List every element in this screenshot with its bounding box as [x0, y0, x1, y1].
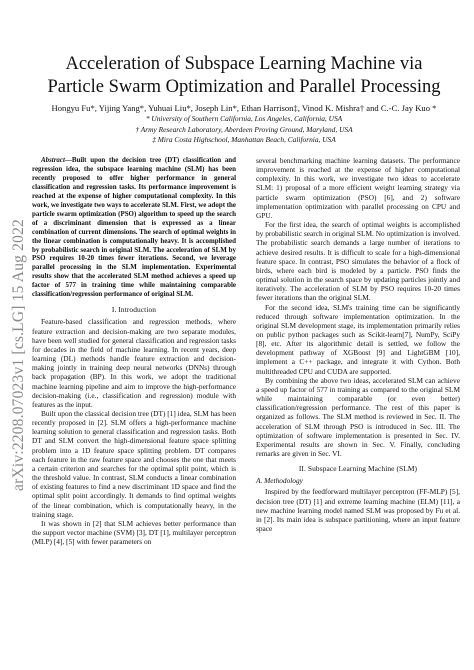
- affiliations: [34, 114, 454, 146]
- paper-title: [34, 53, 454, 99]
- body-paragraph: By combining the above two ideas, accelerated SLM can achieve a speed up factor of 577 in training as compared to the original SLM while maintaining comparable (or even better) classification/regression performance. The rest of this paper is organized as follows. The SLM method is reviewed in Sec. II. The acceleration of SLM through PSO is introduced in Sec. III. The optimization of software implementation is presented in Sec. IV. Experimental results are shown in Sec. V. Finally, concluding remarks are given in Sec. VI.: [256, 375, 460, 458]
- arxiv-identifier: arXiv:2208.07023v1 [cs.LG] 15 Aug 2022: [10, 219, 27, 491]
- body-paragraph: Feature-based classification and regression methods, where feature extraction and decision-making are two separate modules, have been well studied for general classification and regression tasks for decades in the field of machine learning. In recent years, deep learning (DL) methods handle feature extraction and decision-making jointly in training deep neural networks (DNNs) through back propagation (BP). In this work, we adopt the traditional machine learning pipeline and aim to improve the high-performance decision-making (i.e., classification and regression) module with features as the input.: [32, 317, 236, 409]
- body-paragraph: For the second idea, SLM's training time can be significantly reduced through software implementation optimization. In the original SLM development stage, its implementation primarily relies on public python packages such as Scikit-learn[7], NumPy, SciPy [8], etc. After its algorithmic detail is settled, we follow the development pathway of XGBoost [9] and LightGBM [10], implement a C++ package, and integrate it with Cython. Both multithreaded CPU and CUDA are supported.: [256, 302, 460, 376]
- affiliation: † Army Research Laboratory, Aberdeen Proving Ground, Maryland, USA: [135, 124, 353, 134]
- subsection-heading-methodology: A. Methodology: [256, 476, 303, 486]
- title-line: Acceleration of Subspace Learning Machine via: [65, 54, 423, 74]
- section-heading-introduction: I. Introduction: [111, 305, 157, 315]
- abstract: [32, 156, 236, 299]
- left-column: [32, 156, 236, 546]
- abstract-text: —Built upon the decision tree (DT) classification and regression idea, the subspace learning machine (SLM) has been recently proposed to offer higher performance in general classification and regression tasks. Its performance improvement is reached at the expense of higher computational complexity. In this work, we investigate two ways to accelerate SLM. First, we adopt the particle swarm optimization (PSO) algorithm to speed up the search of a discriminant dimension that is expressed as a linear combination of current dimensions. The search of optimal weights in the linear combination is computationally heavy. It is accomplished by probabilistic search in original SLM. The acceleration of SLM by PSO requires 10-20 times fewer iterations. Second, we leverage parallel processing in the SLM implementation. Experimental results show that the accelerated SLM method achieves a speed up factor of 577 in training time while maintaining comparable classification/regression performance of original SLM.: [32, 156, 236, 299]
- body-paragraph: several benchmarking machine learning datasets. The performance improvement is reached at the expense of higher computational complexity. In this work, we investigate two ideas to accelerate SLM: 1) proposal of a more efficient weight learning strategy via particle swarm optimization (PSO) [6], and 2) software implementation optimization with parallel processing on CPU and GPU.: [256, 156, 460, 220]
- affiliation: ‡ Mira Costa Highschool, Manhattan Beach, California, USA: [152, 135, 336, 144]
- body-paragraph: Inspired by the feedforward multilayer perceptron (FF-MLP) [5], decision tree (DT) [1] and extreme learning machine (ELM) [11], a new machine learning model named SLM was proposed by Fu et al. in [2]. Its main idea is subspace partitioning, where an input feature space: [256, 487, 460, 534]
- affiliation: * University of Southern California, Los Angeles, California, USA: [145, 114, 343, 123]
- section-heading-slm: II. Subspace Learning Machine (SLM): [298, 464, 418, 474]
- right-column: [256, 156, 460, 533]
- author-list: Hongyu Fu*, Yijing Yang*, Yuhuai Liu*, Joseph Lin*, Ethan Harrison‡, Vinod K. Mishra† and C.-C. Jay Kuo *: [51, 103, 437, 113]
- body-paragraph: It was shown in [2] that SLM achieves better performance than the support vector machine (SVM) [3], DT [1], multilayer perceptron (MLP) [4], [5] with fewer parameters on: [32, 518, 236, 547]
- title-line: Particle Swarm Optimization and Parallel Processing: [47, 77, 441, 97]
- body-paragraph: Built upon the classical decision tree (DT) [1] idea, SLM has been recently proposed in [2]. SLM offers a high-performance machine learning solution to general classification and regression tasks. Both DT and SLM convert the high-dimensional feature space splitting problem into a 1D feature space splitting problem. DT compares each feature in the raw feature space and chooses the one that meets a certain criterion and searches for the optimal split point, which is the threshold value. In contrast, SLM conducts a linear combination of existing features to find a new discriminant 1D space and find the optimal split point accordingly. It demands to find optimal weights of the linear combination, which is computationally heavy, in the training stage.: [32, 408, 236, 519]
- abstract-label: Abstract: [41, 156, 65, 164]
- body-paragraph: For the first idea, the search of optimal weights is accomplished by probabilistic search in original SLM. No optimization is involved. The probabilistic search demands a large number of iterations to achieve desired results. It is difficult to scale for a high-dimensional feature space. In contrast, PSO simulates the behavior of a flock of birds, where each bird is modeled by a particle. PSO finds the optimal solution in the search space by updating particles jointly and iteratively. The acceleration of SLM by PSO requires 10-20 times fewer iterations than the original SLM.: [256, 220, 460, 303]
